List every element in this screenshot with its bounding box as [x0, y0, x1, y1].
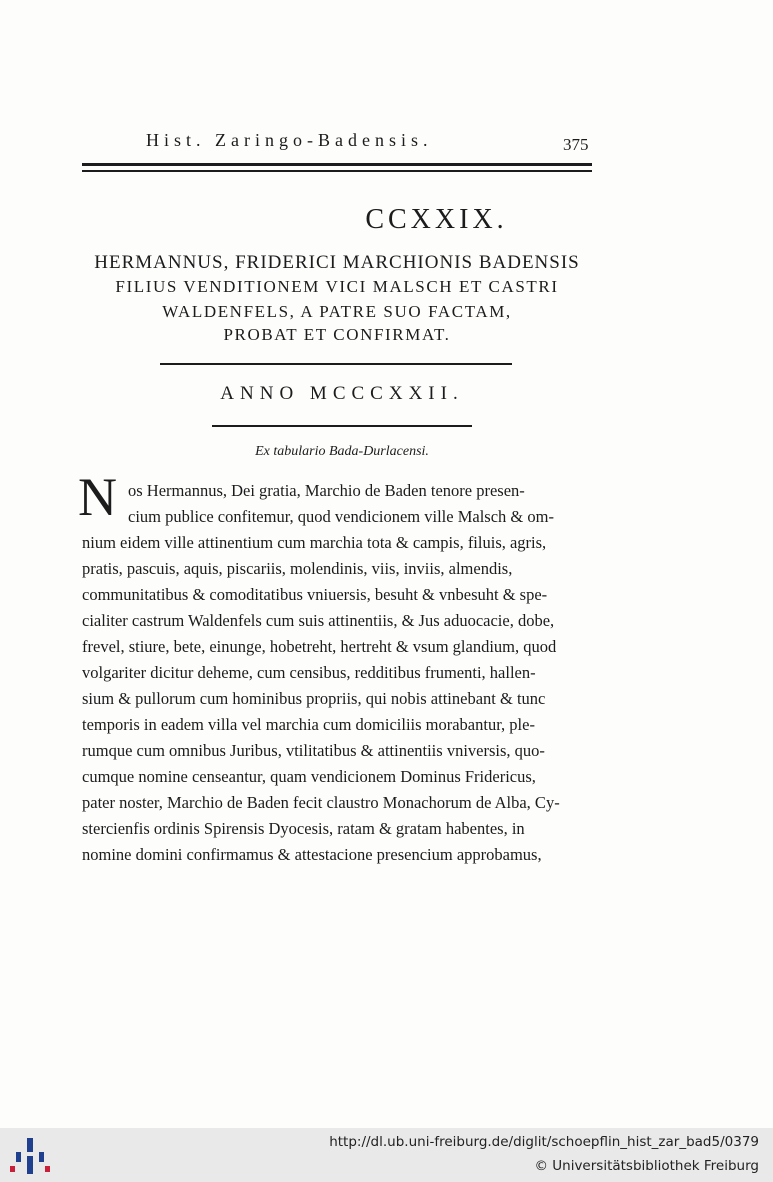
body-line: frevel, stiure, bete, einunge, hobetreht, hertreht & vsum glandium, quod [82, 637, 557, 656]
body-line: cumque nomine censeantur, quam vendicionem Dominus Fridericus, [82, 767, 536, 786]
body-line: volgariter dicitur deheme, cum censibus, redditibus frumenti, hallen- [82, 663, 536, 682]
title-line-1: HERMANNUS, FRIDERICI MARCHIONIS BADENSIS [94, 252, 580, 273]
body-line: os Hermannus, Dei gratia, Marchio de Baden tenore presen- [128, 481, 525, 500]
body-line: cialiter castrum Waldenfels cum suis attinentiis, & Jus aduocacie, dobe, [82, 611, 555, 630]
body-line: sium & pullorum cum hominibus propriis, qui nobis attinebant & tunc [82, 689, 546, 708]
ub-freiburg-logo-icon [10, 1136, 50, 1176]
document-source: Ex tabulario Bada-Durlacensi. [255, 444, 429, 459]
body-line: nium eidem ville attinentium cum marchia tota & campis, filuis, agris, [82, 533, 547, 552]
copyright-notice: © Universitätsbibliothek Freiburg [534, 1158, 759, 1174]
body-line: stercienfis ordinis Spirensis Dyocesis, ratam & gratam habentes, in [82, 819, 525, 838]
running-title: Hist. Zaringo-Badensis. [146, 130, 433, 150]
body-line: pratis, pascuis, aquis, piscariis, molendinis, viis, inviis, almendis, [82, 559, 513, 578]
page-number: 375 [563, 135, 589, 154]
year-divider [212, 425, 472, 427]
drop-cap: N [78, 467, 117, 527]
title-line-3: WALDENFELS, A PATRE SUO FACTAM, [162, 302, 512, 321]
header-rule-bottom [82, 170, 592, 172]
viewer-footer [0, 1128, 773, 1182]
body-line: nomine domini confirmamus & attestacione presencium approbamus, [82, 845, 542, 864]
title-line-4: PROBAT ET CONFIRMAT. [223, 325, 451, 344]
body-line: cium publice confitemur, quod vendicionem ville Malsch & om- [128, 507, 554, 526]
body-line: rumque cum omnibus Juribus, vtilitatibus & attinentiis vniversis, quo- [82, 741, 545, 760]
header-rule-top [82, 163, 592, 166]
document-url-link[interactable]: http://dl.ub.uni-freiburg.de/diglit/schoepflin_hist_zar_bad5/0379 [329, 1134, 759, 1150]
title-line-2: FILIUS VENDITIONEM VICI MALSCH ET CASTRI [115, 277, 559, 296]
document-year: ANNO MCCCXXII. [220, 383, 464, 404]
body-line: communitatibus & comoditatibus vniuersis, besuht & vnbesuht & spe- [82, 585, 548, 604]
body-line: pater noster, Marchio de Baden fecit claustro Monachorum de Alba, Cy- [82, 793, 560, 812]
document-number: CCXXIX. [365, 204, 508, 235]
body-line: temporis in eadem villa vel marchia cum domiciliis morabantur, ple- [82, 715, 535, 734]
title-divider [160, 363, 512, 365]
